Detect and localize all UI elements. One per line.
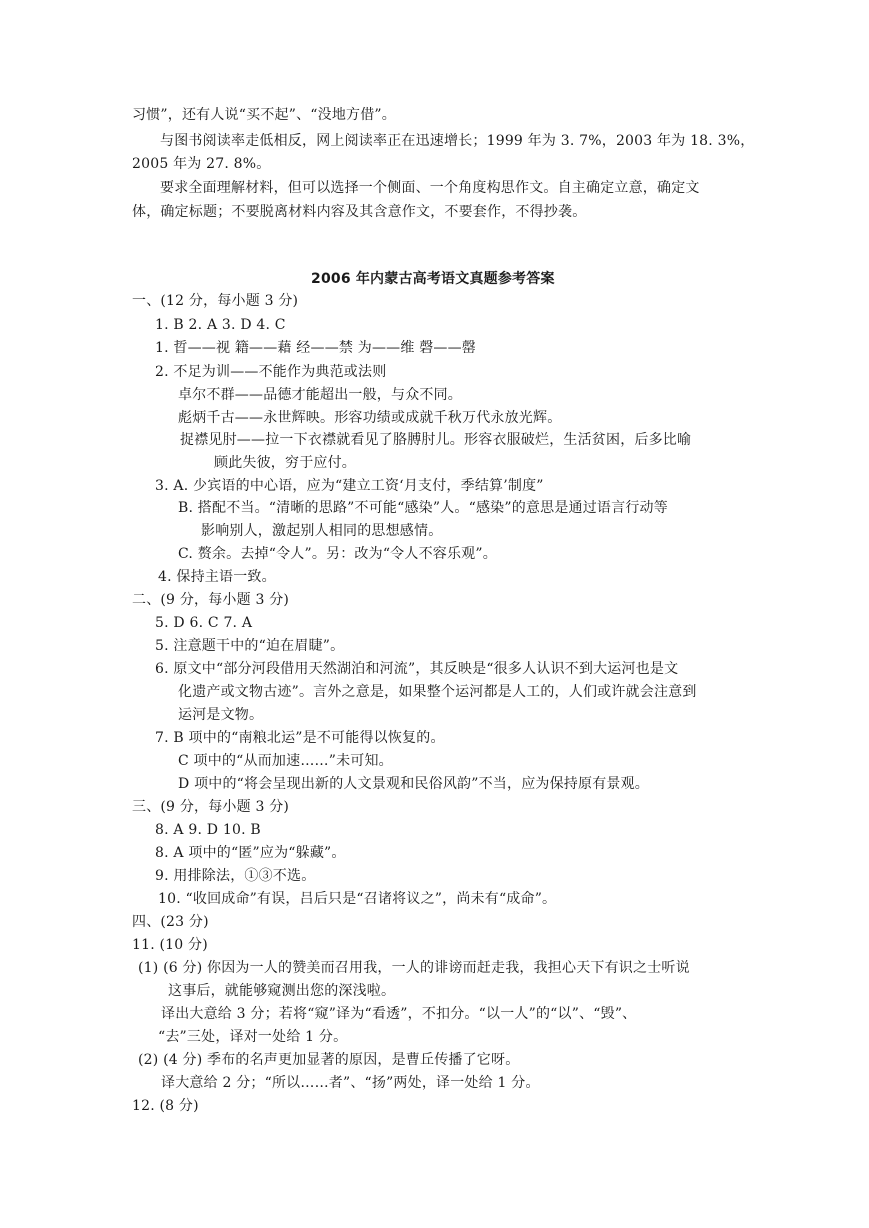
text-line: C 项中的“从而加速……”未可知。	[178, 753, 393, 769]
text-line: 要求全面理解材料，但可以选择一个侧面、一个角度构思作文。自主确定立意，确定文	[160, 180, 700, 196]
text-line: 5. 注意题干中的“迫在眉睫”。	[155, 638, 345, 654]
text-line: 7. B 项中的“南粮北运”是不可能得以恢复的。	[155, 730, 445, 746]
section-header: 一、(12 分，每小题 3 分)	[132, 293, 299, 309]
section-header: 二、(9 分，每小题 3 分)	[132, 592, 290, 608]
text-line: (1) (6 分) 你因为一人的赞美而召用我，一人的诽谤而赶走我，我担心天下有识之士听说	[138, 960, 690, 976]
text-line: 1. 晢——视 籍——藉 经——禁 为——维 磬——罄	[155, 340, 477, 356]
text-line: 与图书阅读率走低相反，网上阅读率正在迅速增长；1999 年为 3. 7%，2003 年为 18. 3%，	[160, 133, 755, 149]
text-line: 12. (8 分)	[132, 1098, 199, 1114]
text-line: 2. 不足为训——不能作为典范或法则	[155, 364, 387, 380]
text-line: 体，确定标题；不要脱离材料内容及其含意作文，不要套作，不得抄袭。	[132, 204, 587, 220]
text-line: 习惯”，还有人说“买不起”、“没地方借”。	[132, 107, 396, 123]
text-line: 3. A. 少宾语的中心语，应为“建立工资‘月支付，季结算’制度”	[155, 478, 544, 494]
text-line: 1. B 2. A 3. D 4. C	[155, 317, 286, 333]
text-line: 译大意给 2 分；“所以……者”、“扬”两处，译一处给 1 分。	[161, 1075, 540, 1091]
text-line: 5. D 6. C 7. A	[155, 615, 253, 631]
text-line: 运河是文物。	[178, 707, 264, 723]
text-line: 10. “收回成命”有误，吕后只是“召诸将议之”，尚未有“成命”。	[158, 891, 557, 907]
text-line: 这事后，就能够窥测出您的深浅啦。	[168, 983, 396, 999]
text-line: 捉襟见肘——拉一下衣襟就看见了胳膊肘儿。形容衣服破烂，生活贫困，后多比喻	[180, 432, 692, 448]
text-line: D 项中的“将会呈现出新的人文景观和民俗风韵”不当，应为保持原有景观。	[178, 776, 649, 792]
text-line: 8. A 9. D 10. B	[155, 822, 261, 838]
text-line: 11. (10 分)	[132, 937, 208, 953]
text-line: 译出大意给 3 分；若将“窥”译为“看透”，不扣分。“以一人”的“以”、“毁”、	[161, 1006, 637, 1022]
text-line: 化遗产或文物古迹”。言外之意是，如果整个运河都是人工的，人们或许就会注意到	[178, 684, 697, 700]
section-header: 三、(9 分，每小题 3 分)	[132, 799, 290, 815]
text-line: 9. 用排除法，①③不选。	[155, 868, 316, 884]
text-line: 彪炳千古——永世辉映。形容功绩或成就千秋万代永放光辉。	[178, 410, 562, 426]
text-line: C. 赘余。去掉“令人”。另：改为“令人不容乐观”。	[178, 546, 497, 562]
text-line: 顾此失彼，穷于应付。	[214, 455, 356, 471]
text-line: “去”三处，译对一处给 1 分。	[158, 1029, 348, 1045]
text-line: 8. A 项中的“匿”应为“躲藏”。	[155, 845, 346, 861]
text-line: 6. 原文中“部分河段借用天然湖泊和河流”，其反映是“很多人认识不到大运河也是文	[155, 661, 679, 677]
section-header: 四、(23 分)	[132, 914, 209, 930]
text-line: 卓尔不群——品德才能超出一般，与众不同。	[178, 387, 462, 403]
text-line: 4. 保持主语一致。	[158, 569, 276, 585]
text-line: 影响别人，激起别人相同的思想感情。	[201, 523, 443, 539]
page-title: 2006 年内蒙古高考语文真题参考答案	[311, 271, 555, 287]
text-line: (2) (4 分) 季布的名声更加显著的原因，是曹丘传播了它呀。	[138, 1052, 520, 1068]
text-line: B. 搭配不当。“清晰的思路”不可能“感染”人。“感染”的意思是通过语言行动等	[178, 500, 668, 516]
text-line: 2005 年为 27. 8%。	[132, 156, 271, 172]
